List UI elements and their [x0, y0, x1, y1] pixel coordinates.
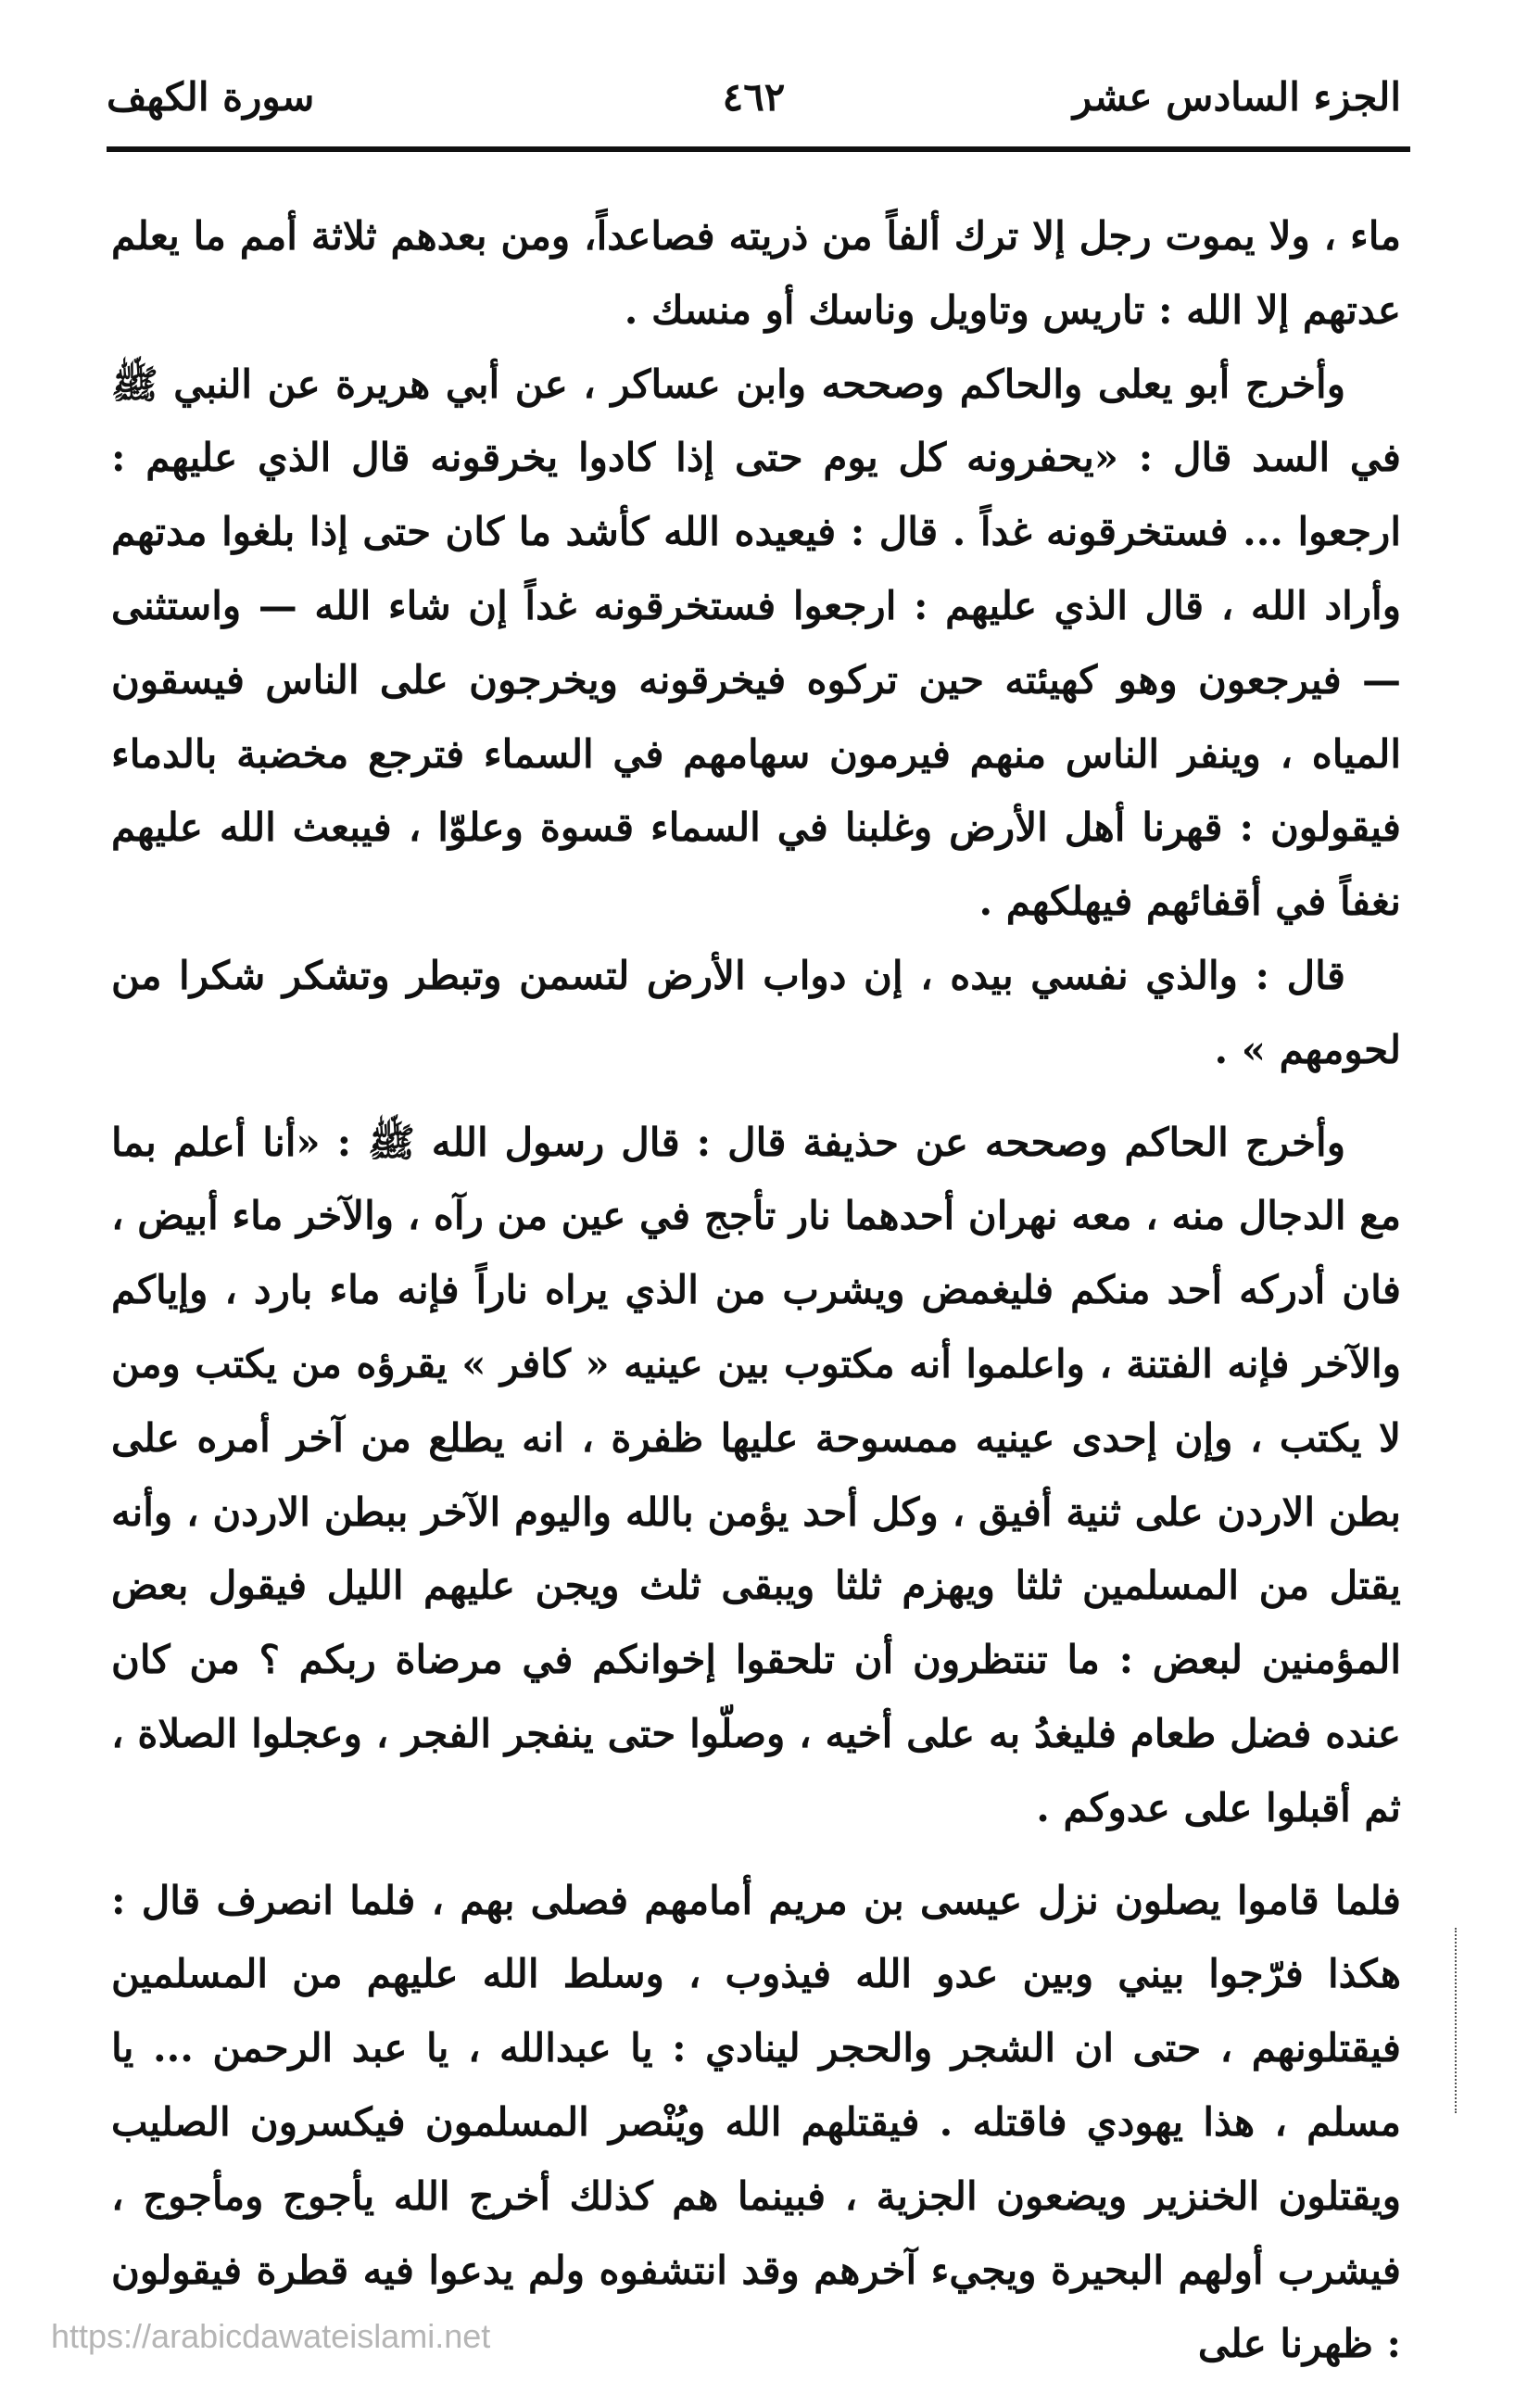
- header-divider: [107, 146, 1410, 152]
- scan-edge-marks: [1455, 1928, 1466, 2113]
- header-surah-title: سورة الكهف: [107, 74, 315, 120]
- paragraph-5: فلما قاموا يصلون نزل عيسى بن مريم أمامهم فصلى بهم ، فلما انصرف قال : هكذا فرّجوا بيني وبين عدو الله فيذوب ، وسلط الله عليهم من المسلمين فيقتلونهم ، حتى ان الشجر والحجر لينادي : يا عبدالله ، يا عبد الرحمن ... يا مسلم ، هذا يهودي فاقتله . فيقتلهم الله ويُنْصر المسلمون فيكسرون الصليب ويقتلون الخنزير ويضعون الجزية ، فبينما هم كذلك أخرج الله يأجوج ومأجوج ، فيشرب أولهم البحيرة ويجيء آخرهم وقد انتشفوه ولم يدعوا فيه قطرة فيقولون : ظهرنا على: [111, 1877, 1401, 2367]
- paragraph-4: وأخرج الحاكم وصححه عن حذيفة قال : قال رسول الله ﷺ : «أنا أعلم بما مع الدجال منه ، معه نهران أحدهما نار تأجج في عين من رآه ، والآخر ماء أبيض ، فان أدركه أحد منكم فليغمض ويشرب من الذي يراه ناراً فإنه ماء بارد ، وإياكم والآخر فإنه الفتنة ، واعلموا أنه مكتوب بين عينيه « كافر » يقرؤه من يكتب ومن لا يكتب ، وإن إحدى عينيه ممسوحة عليها ظفرة ، انه يطلع من آخر أمره على بطن الاردن على ثنية أفيق ، وكل أحد يؤمن بالله واليوم الآخر ببطن الاردن ، وأنه يقتل من المسلمين ثلثا ويهزم ثلثا ويبقى ثلث ويجن عليهم الليل فيقول بعض المؤمنين لبعض : ما تنتظرون أن تلحقوا إخوانكم في مرضاة ربكم ؟ من كان عنده فضل طعام فليغدُ به على أخيه ، وصلّوا حتى ينفجر الفجر ، وعجلوا الصلاة ، ثم أقبلوا على عدوكم .: [111, 1119, 1401, 1830]
- paragraph-3: قال : والذي نفسي بيده ، إن دواب الأرض لتسمن وتبطر وتشكر شكرا من لحومهم » .: [111, 952, 1401, 1072]
- page-body: [111, 199, 1401, 2381]
- header-page-number: ٤٦٢: [722, 74, 786, 120]
- page-header: [107, 65, 1401, 139]
- site-watermark: https://arabicdawateislami.net: [51, 2317, 491, 2355]
- paragraph-1: ماء ، ولا يموت رجل إلا ترك ألفاً من ذريته فصاعداً، ومن بعدهم ثلاثة أمم ما يعلم عدتهم إلا الله : تاريس وتاويل وناسك أو منسك .: [111, 213, 1401, 333]
- header-part-title: الجزء السادس عشر: [1072, 74, 1401, 120]
- paragraph-2: وأخرج أبو يعلى والحاكم وصححه وابن عساكر ، عن أبي هريرة عن النبي ﷺ في السد قال : «يحفرونه كل يوم حتى إذا كادوا يخرقونه قال الذي عليهم : ارجعوا ... فستخرقونه غداً . قال : فيعيده الله كأشد ما كان حتى إذا بلغوا مدتهم وأراد الله ، قال الذي عليهم : ارجعوا فستخرقونه غداً إن شاء الله — واستثنى — فيرجعون وهو كهيئته حين تركوه فيخرقونه ويخرجون على الناس فيسقون المياه ، وينفر الناس منهم فيرمون سهامهم في السماء فترجع مخضبة بالدماء فيقولون : قهرنا أهل الأرض وغلبنا في السماء قسوة وعلوّا ، فيبعث الله عليهم نغفاً في أقفائهم فيهلكهم .: [111, 361, 1402, 925]
